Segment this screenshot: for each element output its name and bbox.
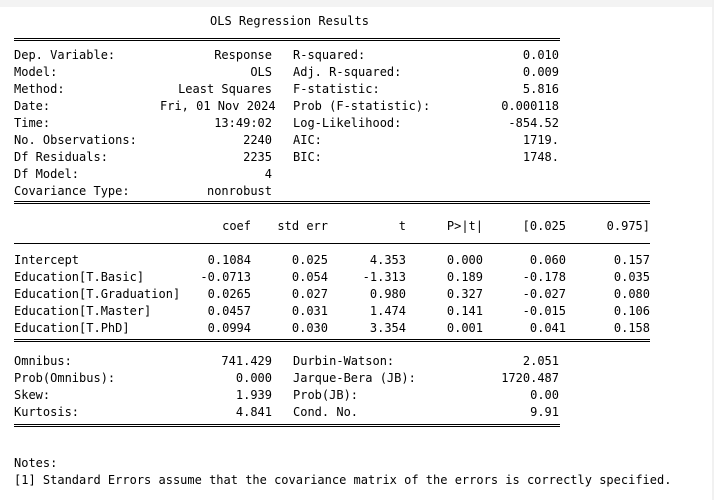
summary-left-value: 13:49:02 (214, 116, 272, 130)
coef-cell: 0.035 (613, 270, 650, 284)
summary-right-value: -854.52 (508, 116, 559, 130)
diagnostic-left-label: Omnibus: (14, 354, 72, 368)
coef-cell: -0.178 (522, 270, 566, 284)
diagnostic-left-label: Skew: (14, 388, 51, 402)
summary-left-label: No. Observations: (14, 133, 137, 147)
diagnostic-left-value: 0.000 (235, 371, 272, 385)
coef-row-name: Education[T.Master] (14, 304, 152, 318)
summary-right-value: 0.010 (522, 48, 559, 62)
summary-right-value: 5.816 (522, 82, 559, 96)
rule-top (14, 38, 560, 41)
coef-cell: 0.0994 (207, 321, 251, 335)
summary-right-value: 0.000118 (501, 99, 559, 113)
summary-left-value: OLS (250, 65, 272, 79)
summary-right-label: F-statistic: (293, 82, 380, 96)
summary-left-label: Date: (14, 99, 51, 113)
summary-right-label: Adj. R-squared: (293, 65, 402, 79)
summary-right-value: 1719. (522, 133, 559, 147)
coef-cell: -0.015 (522, 304, 566, 318)
coef-cell: 0.141 (446, 304, 483, 318)
coef-cell: 0.060 (529, 253, 566, 267)
summary-left-value: Fri, 01 Nov 2024 (160, 99, 276, 113)
summary-right-label: Log-Likelihood: (293, 116, 402, 130)
diagnostic-right-label: Jarque-Bera (JB): (293, 371, 416, 385)
coef-cell: 0.025 (291, 253, 328, 267)
summary-left-label: Method: (14, 82, 65, 96)
coef-cell: 0.0265 (207, 287, 251, 301)
summary-right-label: AIC: (293, 133, 322, 147)
diagnostic-right-label: Cond. No. (293, 405, 359, 419)
summary-left-value: Least Squares (178, 82, 272, 96)
coef-header-cell: [0.025 (522, 219, 566, 233)
summary-left-label: Model: (14, 65, 58, 79)
summary-left-value: 4 (264, 167, 272, 181)
summary-right-label: BIC: (293, 150, 322, 164)
rule-coef-top (14, 201, 650, 204)
summary-right-label: Prob (F-statistic): (293, 99, 431, 113)
coef-cell: 0.041 (529, 321, 566, 335)
rule-coef-header (14, 243, 650, 244)
diagnostic-left-label: Prob(Omnibus): (14, 371, 116, 385)
coef-cell: 0.158 (613, 321, 650, 335)
diagnostic-right-label: Durbin-Watson: (293, 354, 395, 368)
coef-header-cell: P>|t| (446, 219, 483, 233)
summary-left-label: Df Residuals: (14, 150, 108, 164)
summary-left-value: Response (214, 48, 272, 62)
rule-coef-bottom (14, 339, 650, 342)
diagnostic-right-value: 1720.487 (501, 371, 559, 385)
coef-cell: 3.354 (369, 321, 406, 335)
coef-cell: -1.313 (362, 270, 406, 284)
coef-cell: 0.0457 (207, 304, 251, 318)
coef-cell: 0.106 (613, 304, 650, 318)
summary-left-label: Dep. Variable: (14, 48, 116, 62)
coef-cell: 1.474 (369, 304, 406, 318)
summary-left-value: 2240 (243, 133, 272, 147)
coef-row-name: Education[T.Graduation] (14, 287, 181, 301)
coef-cell: 0.157 (613, 253, 650, 267)
coef-row-name: Intercept (14, 253, 80, 267)
summary-left-label: Covariance Type: (14, 184, 130, 198)
coef-cell: -0.0713 (200, 270, 251, 284)
diagnostic-right-value: 9.91 (530, 405, 559, 419)
coef-cell: 0.189 (446, 270, 483, 284)
coef-cell: 0.327 (446, 287, 483, 301)
coef-cell: 0.001 (446, 321, 483, 335)
coef-row-name: Education[T.Basic] (14, 270, 145, 284)
diagnostic-left-value: 4.841 (235, 405, 272, 419)
window-top-edge (0, 0, 714, 7)
diagnostic-left-value: 1.939 (235, 388, 272, 402)
coef-header-cell: t (398, 219, 406, 233)
coef-cell: 0.027 (291, 287, 328, 301)
coef-header-cell: coef (222, 219, 251, 233)
coef-row-name: Education[T.PhD] (14, 321, 130, 335)
coef-cell: -0.027 (522, 287, 566, 301)
coef-cell: 0.1084 (207, 253, 251, 267)
notes-item: [1] Standard Errors assume that the covariance matrix of the errors is correctly specified. (14, 473, 672, 487)
coef-header-cell: std err (277, 219, 328, 233)
summary-right-value: 0.009 (522, 65, 559, 79)
diagnostic-right-value: 0.00 (530, 388, 559, 402)
summary-left-label: Time: (14, 116, 51, 130)
coef-cell: 0.031 (291, 304, 328, 318)
coef-cell: 0.000 (446, 253, 483, 267)
diagnostic-left-label: Kurtosis: (14, 405, 80, 419)
coef-cell: 0.030 (291, 321, 328, 335)
summary-right-value: 1748. (522, 150, 559, 164)
diagnostic-left-value: 741.429 (221, 354, 272, 368)
diagnostic-right-label: Prob(JB): (293, 388, 359, 402)
notes-heading: Notes: (14, 456, 58, 470)
coef-cell: 4.353 (369, 253, 406, 267)
coef-header-cell: 0.975] (606, 219, 650, 233)
diagnostic-right-value: 2.051 (522, 354, 559, 368)
coef-cell: 0.054 (291, 270, 328, 284)
summary-left-label: Df Model: (14, 167, 80, 181)
coef-cell: 0.080 (613, 287, 650, 301)
results-title: OLS Regression Results (210, 14, 369, 28)
summary-right-label: R-squared: (293, 48, 366, 62)
summary-left-value: 2235 (243, 150, 272, 164)
coef-cell: 0.980 (369, 287, 406, 301)
rule-diagnostics-bottom (14, 424, 560, 427)
summary-left-value: nonrobust (206, 184, 272, 198)
